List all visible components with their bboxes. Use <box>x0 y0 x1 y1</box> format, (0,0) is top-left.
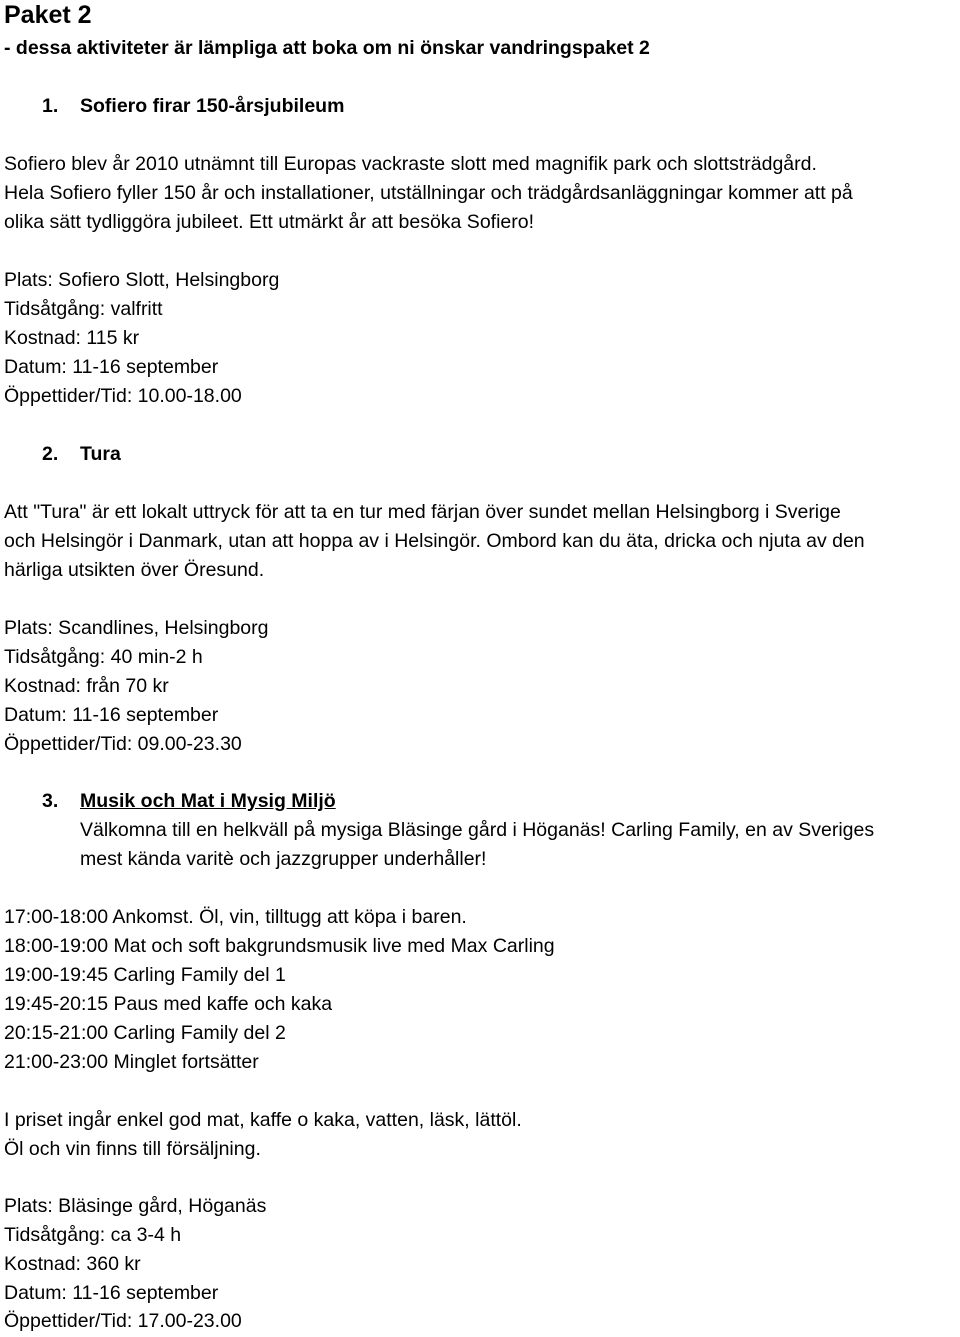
item-1-heading: Sofiero firar 150-årsjubileum <box>80 95 345 117</box>
item-3-description-line-1: Välkomna till en helkväll på mysiga Bläsinge gård i Höganäs! Carling Family, en av Sveriges <box>80 819 875 841</box>
item-3-heading-row <box>42 787 336 816</box>
item-3-schedule-1: 17:00-18:00 Ankomst. Öl, vin, tilltugg att köpa i baren. <box>4 906 467 928</box>
item-1-description-line-1: Sofiero blev år 2010 utnämnt till Europas vackraste slott med magnifik park och slottsträdgård. <box>4 153 817 175</box>
item-1-date: Datum: 11-16 september <box>4 356 219 378</box>
item-2-heading: Tura <box>80 443 121 465</box>
item-2-description-line-1: Att "Tura" är ett lokalt uttryck för att ta en tur med färjan över sundet mellan Helsingborg i Sverige <box>4 501 841 523</box>
item-1-description-line-3: olika sätt tydliggöra jubileet. Ett utmärkt år att besöka Sofiero! <box>4 211 535 233</box>
item-3-schedule-5: 20:15-21:00 Carling Family del 2 <box>4 1022 286 1044</box>
item-2-description-line-3: härliga utsikten över Öresund. <box>4 559 265 581</box>
item-2-location: Plats: Scandlines, Helsingborg <box>4 617 269 639</box>
item-3-location: Plats: Bläsinge gård, Höganäs <box>4 1195 267 1217</box>
item-3-number: 3. <box>42 790 59 812</box>
item-3-schedule-2: 18:00-19:00 Mat och soft bakgrundsmusik live med Max Carling <box>4 935 555 957</box>
item-1-number: 1. <box>42 95 59 117</box>
item-3-schedule-4: 19:45-20:15 Paus med kaffe och kaka <box>4 993 333 1015</box>
item-3-schedule-6: 21:00-23:00 Minglet fortsätter <box>4 1051 259 1073</box>
item-3-hours: Öppettider/Tid: 17.00-23.00 <box>4 1310 242 1332</box>
item-3-note-2: Öl och vin finns till försäljning. <box>4 1138 261 1160</box>
item-2-description-line-2: och Helsingör i Danmark, utan att hoppa av i Helsingör. Ombord kan du äta, dricka och njuta av den <box>4 530 865 552</box>
item-2-cost: Kostnad: från 70 kr <box>4 675 169 697</box>
item-1-heading-row <box>42 92 344 121</box>
item-3-cost: Kostnad: 360 kr <box>4 1253 141 1275</box>
item-3-description-line-2: mest kända varitè och jazzgrupper underhåller! <box>80 848 487 870</box>
item-1-cost: Kostnad: 115 kr <box>4 327 140 349</box>
item-1-duration: Tidsåtgång: valfritt <box>4 298 163 320</box>
item-2-heading-row <box>42 440 121 469</box>
item-3-duration: Tidsåtgång: ca 3-4 h <box>4 1224 182 1246</box>
item-2-date: Datum: 11-16 september <box>4 704 219 726</box>
item-3-heading: Musik och Mat i Mysig Miljö <box>80 790 336 812</box>
page-title: Paket 2 <box>4 1 92 29</box>
item-1-hours: Öppettider/Tid: 10.00-18.00 <box>4 385 242 407</box>
item-3-date: Datum: 11-16 september <box>4 1282 219 1304</box>
item-2-number: 2. <box>42 443 59 465</box>
page-subtitle: - dessa aktiviteter är lämpliga att boka om ni önskar vandringspaket 2 <box>4 37 650 59</box>
item-3-schedule-3: 19:00-19:45 Carling Family del 1 <box>4 964 286 986</box>
item-2-duration: Tidsåtgång: 40 min-2 h <box>4 646 203 668</box>
item-3-note-1: I priset ingår enkel god mat, kaffe o kaka, vatten, läsk, lättöl. <box>4 1109 522 1131</box>
item-1-description-line-2: Hela Sofiero fyller 150 år och installationer, utställningar och trädgårdsanläggningar kommer att på <box>4 182 853 204</box>
item-1-location: Plats: Sofiero Slott, Helsingborg <box>4 269 280 291</box>
item-2-hours: Öppettider/Tid: 09.00-23.30 <box>4 733 242 755</box>
